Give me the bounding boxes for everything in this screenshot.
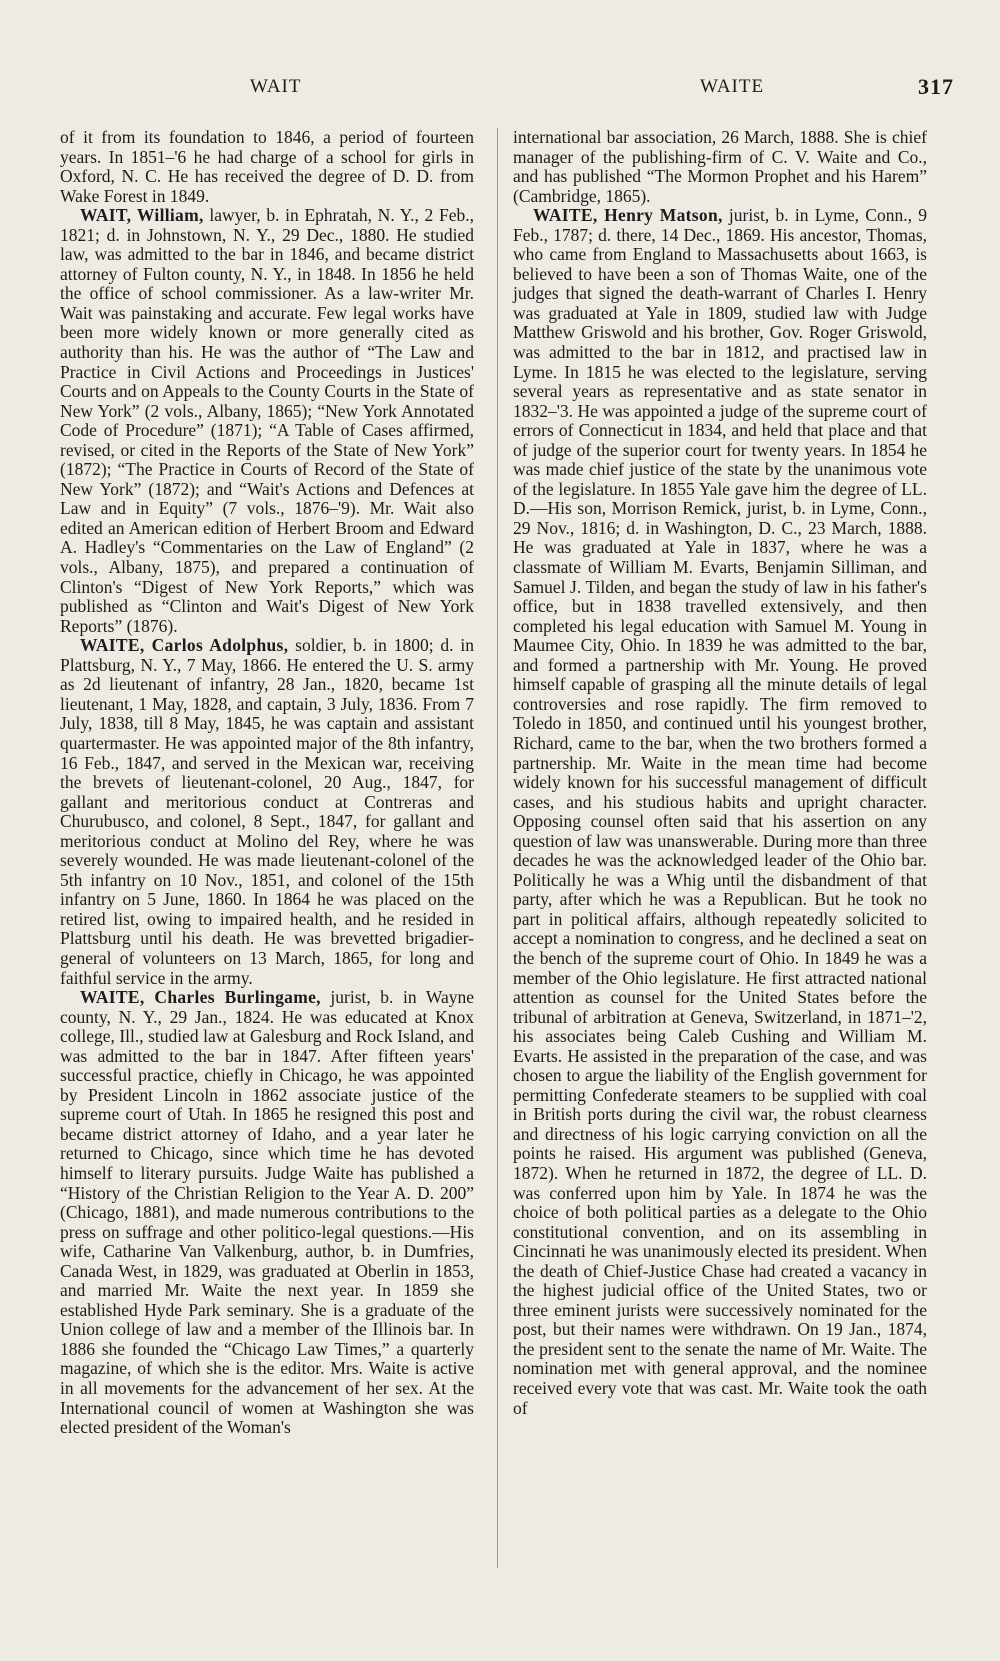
entry-headword: WAITE, Charles Burlingame, (80, 987, 321, 1008)
running-head-center: WAITE (700, 76, 765, 97)
entry-headword: WAITE, Carlos Adolphus, (80, 635, 289, 656)
running-head-left: WAIT (250, 76, 302, 97)
page-number: 317 (918, 74, 954, 99)
entry-headword: WAIT, William, (80, 205, 204, 226)
right-column (513, 128, 927, 1418)
entry-text: jurist, b. in Wayne county, N. Y., 29 Jan., 1824. He was educated at Knox college, Ill., studied law at Galesburg and Rock Island, and was admitted to the bar in 1847. After fifteen years' successful practice, chiefly in Chicago, he was appointed by President Lincoln in 1862 associate justice of the supreme court of Utah. In 1865 he resigned this post and became district attorney of Idaho, and a year later he returned to Chicago, since which time he has devoted himself to literary pursuits. Judge Waite has published a “History of the Christian Religion to the Year A. D. 200” (Chicago, 1881), and made numerous contributions to the press on suffrage and other politico-legal questions.—His wife, Catharine Van Valkenburg, author, b. in Dumfries, Canada West, in 1829, was graduated at Oberlin in 1853, and married Mr. Waite the next year. In 1859 she established Hyde Park seminary. She is a graduate of the Union college of law and a member of the Illinois bar. In 1886 she founded the “Chicago Law Times,” a quarterly magazine, of which she is the editor. Mrs. Waite is active in all movements for the advancement of her sex. At the International council of women at Washington she was elected president of the Woman's (60, 987, 474, 1438)
column-divider (497, 128, 498, 1568)
entry-headword: WAITE, Henry Matson, (533, 205, 723, 226)
entry (513, 128, 927, 206)
entry (60, 128, 474, 206)
entry (60, 636, 474, 988)
entry-text: international bar association, 26 March, 1888. She is chief manager of the publishing-firm of C. V. Waite and Co., and has published “The Mormon Prophet and his Harem” (Cambridge, 1865). (513, 127, 927, 206)
entry-text: of it from its foundation to 1846, a period of fourteen years. In 1851–'6 he had charge of a school for girls in Oxford, N. C. He has received the degree of D. D. from Wake Forest in 1849. (60, 127, 474, 206)
entry-text: jurist, b. in Lyme, Conn., 9 Feb., 1787; d. there, 14 Dec., 1869. His ancestor, Thomas, who came from England to Massachusetts about 1663, is believed to have been a son of Thomas Waite, one of the judges that signed the death-warrant of Charles I. Henry was graduated at Yale in 1809, studied law with Judge Matthew Griswold and his brother, Gov. Roger Griswold, was admitted to the bar in 1812, and practised law in Lyme. In 1815 he was elected to the legislature, serving several years as representative and as state senator in 1832–'3. He was appointed a judge of the supreme court of errors of Connecticut in 1834, and held that place and that of judge of the superior court for twenty years. In 1854 he was made chief justice of the state by the unanimous vote of the legislature. In 1855 Yale gave him the degree of LL. D.—His son, Morrison Remick, jurist, b. in Lyme, Conn., 29 Nov., 1816; d. in Washington, D. C., 23 March, 1888. He was graduated at Yale in 1837, where he was a classmate of William M. Evarts, Benjamin Silliman, and Samuel J. Tilden, and began the study of law in his father's office, but in 1838 travelled extensively, and then completed his legal education with Samuel M. Young in Maumee City, Ohio. In 1839 he was admitted to the bar, and formed a partnership with Mr. Young. He proved himself capable of grasping all the minute details of legal controversies and rose rapidly. The firm removed to Toledo in 1850, and continued until his youngest brother, Richard, came to the bar, when the two brothers formed a partnership. Mr. Waite in the mean time had become widely known for his successful management of difficult cases, and his studious habits and upright character. Opposing counsel often said that his assertion on any question of law was unanswerable. During more than three decades he was the acknowledged leader of the Ohio bar. Politically he was a Whig until the disbandment of that party, after which he was a Republican. But he took no part in political affairs, although repeatedly solicited to accept a nomination to congress, and he declined a seat on the bench of the supreme court of Ohio. In 1849 he was a member of the Ohio legislature. He first attracted national attention as counsel for the United States before the tribunal of arbitration at Geneva, Switzerland, in 1871–'2, his associates being Caleb Cushing and William M. Evarts. He assisted in the preparation of the case, and was chosen to argue the liability of the English government for permitting Confederate steamers to be supplied with coal in British ports during the civil war, the robust clearness and directness of his logic carrying conviction on all the points he raised. His argument was published (Geneva, 1872). When he returned in 1872, the degree of LL. D. was conferred upon him by Yale. In 1874 he was the choice of both political parties as a delegate to the Ohio constitutional convention, and on its assembling in Cincinnati he was unanimously elected its president. When the death of Chief-Justice Chase had created a vacancy in the highest judicial office of the United States, two or three eminent jurists were successively nominated for the post, but their names were withdrawn. On 19 Jan., 1874, the president sent to the senate the name of Mr. Waite. The nomination met with general approval, and the nominee received every vote that was cast. Mr. Waite took the oath of (513, 205, 927, 1418)
entry (60, 988, 474, 1438)
entry (513, 206, 927, 1418)
entry-text: soldier, b. in 1800; d. in Plattsburg, N. Y., 7 May, 1866. He entered the U. S. army as 2d lieutenant of infantry, 28 Jan., 1820, became 1st lieutenant, 1 May, 1828, and captain, 3 July, 1836. From 7 July, 1838, till 8 May, 1845, he was captain and assistant quartermaster. He was appointed major of the 8th infantry, 16 Feb., 1847, and served in the Mexican war, receiving the brevets of lieutenant-colonel, 20 Aug., 1847, for gallant and meritorious conduct at Contreras and Churubusco, and colonel, 8 Sept., 1847, for gallant and meritorious conduct at Molino del Rey, where he was severely wounded. He was made lieutenant-colonel of the 5th infantry on 10 Nov., 1851, and colonel of the 15th infantry on 5 June, 1860. In 1864 he was placed on the retired list, owing to impaired health, and he resided in Plattsburg until his death. He was brevetted brigadier-general of volunteers on 13 March, 1865, for long and faithful service in the army. (60, 635, 474, 988)
left-column (60, 128, 474, 1438)
entry (60, 206, 474, 636)
entry-text: lawyer, b. in Ephratah, N. Y., 2 Feb., 1821; d. in Johnstown, N. Y., 29 Dec., 1880. He studied law, was admitted to the bar in 1846, and became district attorney of Fulton county, N. Y., in 1848. In 1856 he held the office of school commissioner. As a law-writer Mr. Wait was painstaking and accurate. Few legal works have been more widely known or more generally cited as authority than his. He was the author of “The Law and Practice in Civil Actions and Proceedings in Justices' Courts and on Appeals to the County Courts in the State of New York” (2 vols., Albany, 1865); “New York Annotated Code of Procedure” (1871); “A Table of Cases affirmed, revised, or cited in the Reports of the State of New York” (1872); “The Practice in Courts of Record of the State of New York” (1872); and “Wait's Actions and Defences at Law and in Equity” (7 vols., 1876–'9). Mr. Wait also edited an American edition of Herbert Broom and Edward A. Hadley's “Commentaries on the Law of England” (2 vols., Albany, 1875), and prepared a continuation of Clinton's “Digest of New York Reports,” which was published as “Clinton and Wait's Digest of New York Reports” (1876). (60, 205, 474, 636)
